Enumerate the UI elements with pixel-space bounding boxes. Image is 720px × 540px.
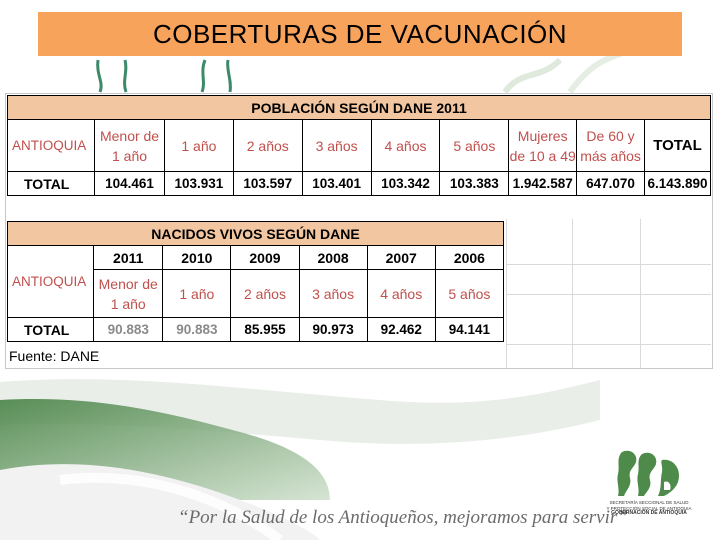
table-cell: 90.973 bbox=[299, 318, 367, 342]
population-table bbox=[7, 95, 711, 196]
row-label-total: TOTAL bbox=[8, 172, 95, 196]
spreadsheet-panel bbox=[5, 93, 713, 369]
column-header: 5 años bbox=[440, 120, 509, 172]
population-header: POBLACIÓN SEGÚN DANE 2011 bbox=[8, 96, 711, 120]
year-header: 2006 bbox=[435, 246, 503, 270]
year-header: 2009 bbox=[231, 246, 299, 270]
column-header: 2 años bbox=[233, 120, 302, 172]
births-table bbox=[7, 221, 504, 342]
table-cell: 6.143.890 bbox=[644, 172, 710, 196]
column-header-total: TOTAL bbox=[644, 120, 710, 172]
column-header: 3 años bbox=[299, 270, 367, 318]
row-label-total: TOTAL bbox=[8, 318, 94, 342]
year-header: 2011 bbox=[94, 246, 163, 270]
year-header: 2008 bbox=[299, 246, 367, 270]
slide-title: COBERTURAS DE VACUNACIÓN bbox=[152, 18, 568, 49]
grid-line bbox=[506, 264, 711, 265]
slogan: “Por la Salud de los Antioqueños, mejoramos para servir” bbox=[178, 507, 628, 528]
column-header: 2 años bbox=[231, 270, 299, 318]
column-header: 3 años bbox=[302, 120, 371, 172]
region-label: ANTIOQUIA bbox=[8, 246, 94, 318]
table-cell: 103.597 bbox=[233, 172, 302, 196]
table-cell: 103.383 bbox=[440, 172, 509, 196]
column-header: 4 años bbox=[367, 270, 435, 318]
column-header: 5 años bbox=[435, 270, 503, 318]
table-cell: 104.461 bbox=[95, 172, 165, 196]
table-cell: 90.883 bbox=[163, 318, 231, 342]
column-header: Mujeres de 10 a 49 bbox=[509, 120, 577, 172]
table-cell: 1.942.587 bbox=[509, 172, 577, 196]
logo-line: SECRETARÍA SECCIONAL DE SALUD bbox=[609, 500, 689, 505]
table-cell: 90.883 bbox=[94, 318, 163, 342]
births-header: NACIDOS VIVOS SEGÚN DANE bbox=[8, 222, 504, 246]
grid-line bbox=[506, 344, 711, 345]
title-banner bbox=[38, 12, 682, 56]
column-header: Menor de 1 año bbox=[95, 120, 165, 172]
table-cell: 94.141 bbox=[435, 318, 503, 342]
year-header: 2007 bbox=[367, 246, 435, 270]
year-header: 2010 bbox=[163, 246, 231, 270]
column-header: De 60 y más años bbox=[577, 120, 645, 172]
table-cell: 85.955 bbox=[231, 318, 299, 342]
region-label: ANTIOQUIA bbox=[8, 120, 95, 172]
column-header: Menor de 1 año bbox=[94, 270, 163, 318]
column-header: 1 año bbox=[163, 270, 231, 318]
logo-line: GOBERNACIÓN DE ANTIOQUIA bbox=[611, 510, 687, 516]
logo-caption bbox=[604, 500, 694, 517]
grid-line bbox=[506, 294, 711, 295]
table-cell: 103.931 bbox=[164, 172, 233, 196]
source-note: Fuente: DANE bbox=[9, 348, 100, 364]
logo-line: Y PROTECCIÓN SOCIAL DE ANTIOQUIA bbox=[606, 505, 692, 511]
table-cell: 103.342 bbox=[371, 172, 440, 196]
column-header: 4 años bbox=[371, 120, 440, 172]
column-header: 1 año bbox=[164, 120, 233, 172]
table-cell: 92.462 bbox=[367, 318, 435, 342]
table-cell: 647.070 bbox=[577, 172, 645, 196]
table-cell: 103.401 bbox=[302, 172, 371, 196]
